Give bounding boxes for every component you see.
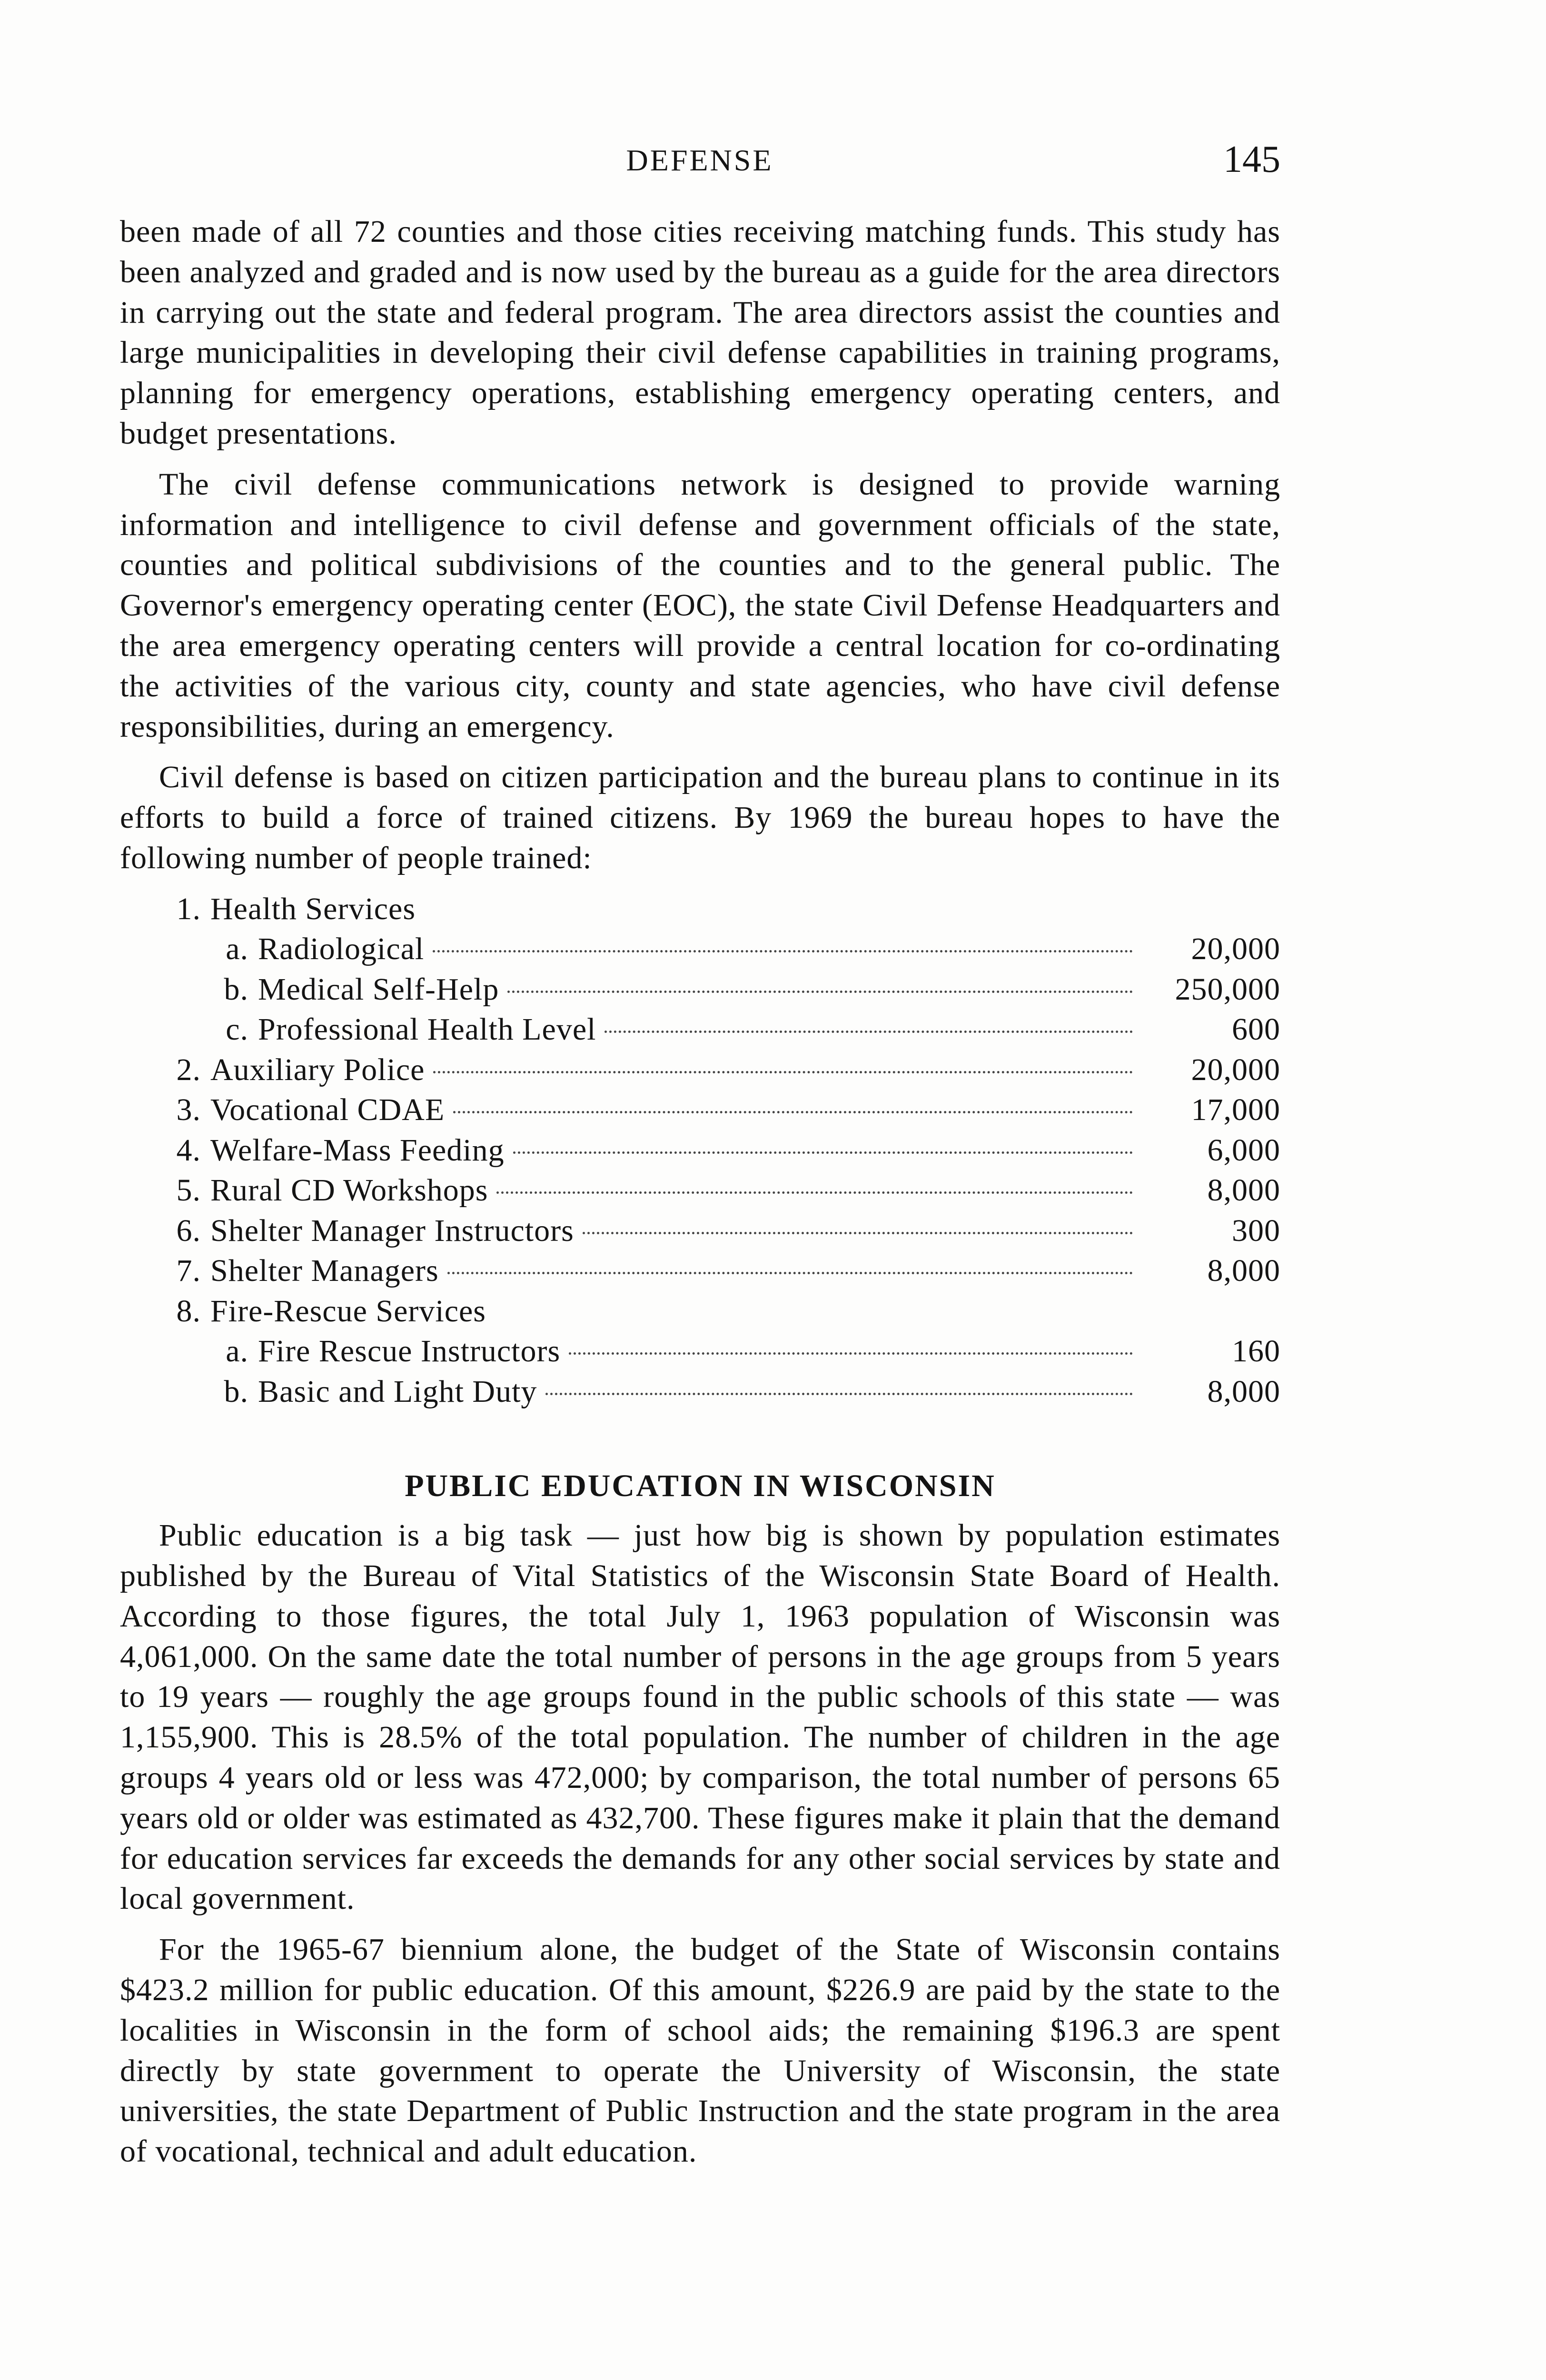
running-head: DEFENSE [626, 143, 773, 177]
item-label: Rural CD Workshops [210, 1173, 488, 1208]
list-item [120, 929, 1280, 970]
training-list [120, 889, 1280, 1412]
item-value: 20,000 [1191, 932, 1280, 967]
paragraph-communications: The civil defense communications network is designed to provide warning information and intelligence to civil defense and government officials of the state, counties and political subdivisions of the counties and to the general public. The Governor's emergency operating center (EOC), the state Civil Defense Headquarters and the area emergency operating centers will provide a central location for co-ordinating the activities of the various city, county and state agencies, who have civil defense responsibilities, during an emergency. [120, 466, 1280, 744]
item-label: Medical Self-Help [258, 972, 499, 1007]
list-item [120, 1251, 1280, 1291]
paragraph-citizen-participation: Civil defense is based on citizen participation and the bureau plans to continue in its efforts to build a force of trained citizens. By 1969 the bureau hopes to have the following number of people trained: [120, 760, 1280, 875]
dot-leader [569, 1352, 1133, 1355]
dot-leader [496, 1191, 1133, 1194]
list-item [120, 1170, 1280, 1211]
item-value: 8,000 [1207, 1173, 1280, 1208]
item-value: 8,000 [1207, 1374, 1280, 1409]
item-label: Auxiliary Police [210, 1052, 425, 1087]
item-label: Radiological [258, 932, 425, 967]
item-label: Vocational CDAE [210, 1092, 445, 1128]
item-label: Professional Health Level [258, 1012, 596, 1047]
paragraph-continued: been made of all 72 counties and those cities receiving matching funds. This study has been analyzed and graded and is now used by the bureau as a guide for the area directors in carrying out the state and federal program. The area directors assist the counties and large municipalities in developing their civil defense capabilities in training programs, planning for emergency operations, establishing emergency operating centers, and budget presentations. [120, 214, 1280, 451]
page-body [120, 212, 1280, 2182]
item-value: 8,000 [1207, 1253, 1280, 1289]
item-letter: b. [224, 972, 248, 1007]
item-number: 2. [176, 1052, 201, 1087]
dot-leader [453, 1111, 1133, 1113]
dot-leader [545, 1393, 1133, 1395]
item-letter: b. [224, 1374, 248, 1409]
item-value: 17,000 [1191, 1092, 1280, 1128]
dot-leader [583, 1232, 1133, 1234]
section-title: PUBLIC EDUCATION IN WISCONSIN [405, 1468, 996, 1504]
item-label: Welfare-Mass Feeding [210, 1132, 505, 1168]
list-item [120, 1050, 1280, 1091]
dot-leader [605, 1031, 1133, 1033]
item-value: 300 [1232, 1213, 1280, 1248]
item-letter: c. [226, 1012, 248, 1047]
list-item [120, 1090, 1280, 1130]
item-number: 4. [176, 1132, 201, 1168]
item-label: Health Services [210, 891, 416, 926]
dot-leader [507, 991, 1133, 993]
list-item [120, 970, 1280, 1010]
paragraph-education-scale: Public education is a big task — just how big is shown by population estimates published by the Bureau of Vital Statistics of the Wisconsin State Board of Health. According to those figures, the total July 1, 1963 population of Wisconsin was 4,061,000. On the same date the total number of persons in the age groups from 5 years to 19 years — roughly the age groups found in the public schools of this state — was 1,155,900. This is 28.5% of the total population. The number of children in the age groups 4 years old or less was 472,000; by comparison, the total number of persons 65 years old or older was estimated as 432,700. These figures make it plain that the demand for education services far exceeds the demands for any other social services by state and local government. [120, 1518, 1280, 1916]
item-label: Fire Rescue Instructors [258, 1334, 561, 1369]
item-value: 20,000 [1191, 1052, 1280, 1087]
item-number: 3. [176, 1092, 201, 1128]
paragraph-education-budget: For the 1965-67 biennium alone, the budget of the State of Wisconsin contains $423.2 million for public education. Of this amount, $226.9 are paid by the state to the localities in Wisconsin in the form of school aids; the remaining $196.3 are spent directly by state government to operate the University of Wisconsin, the state universities, the state Department of Public Instruction and the state program in the area of vocational, technical and adult education. [120, 1932, 1280, 2169]
item-number: 5. [176, 1173, 201, 1208]
item-letter: a. [226, 1334, 248, 1369]
item-number: 6. [176, 1213, 201, 1248]
item-number: 8. [176, 1293, 201, 1329]
item-value: 160 [1232, 1334, 1280, 1369]
dot-leader [433, 1071, 1133, 1073]
item-letter: a. [226, 932, 248, 967]
item-value: 600 [1232, 1012, 1280, 1047]
page-number: 145 [1223, 139, 1280, 180]
item-label: Fire-Rescue Services [210, 1293, 486, 1329]
item-label: Basic and Light Duty [258, 1374, 537, 1409]
item-label: Shelter Managers [210, 1253, 439, 1289]
item-number: 1. [176, 891, 201, 926]
dot-leader [513, 1151, 1133, 1154]
page-header [119, 139, 1280, 195]
item-value: 6,000 [1207, 1132, 1280, 1168]
list-item [120, 1211, 1280, 1251]
list-item [120, 1331, 1280, 1372]
list-item [120, 1010, 1280, 1050]
list-item [120, 889, 1280, 930]
item-label: Shelter Manager Instructors [210, 1213, 574, 1248]
dot-leader [433, 950, 1133, 952]
item-value: 250,000 [1175, 972, 1280, 1007]
dot-leader [447, 1272, 1133, 1274]
list-item [120, 1372, 1280, 1412]
item-number: 7. [176, 1253, 201, 1289]
list-item [120, 1291, 1280, 1332]
list-item [120, 1130, 1280, 1171]
